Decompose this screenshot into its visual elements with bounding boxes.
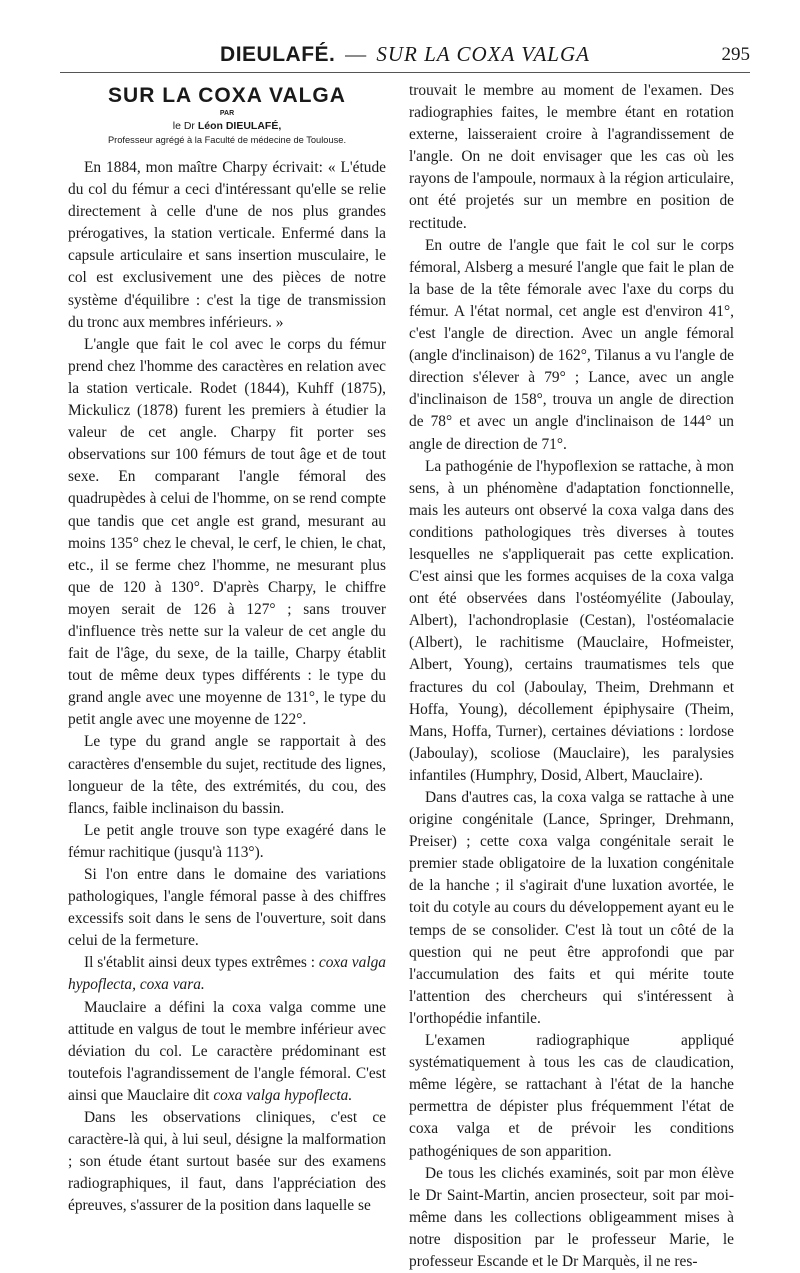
paragraph: La pathogénie de l'hypoflexion se rattache, à mon sens, à un phénomène d'adaptation fonctionnelle, mais les auteurs ont observé la coxa valga dans des conditions pathologiques très diverses à toutes lesquelles ne s'appliquerait pas cette explication. C'est ainsi que les formes acquises de la coxa valga ont été observées dans l'ostéomyélite (Jaboulay, Albert), l'achondroplasie (Cestan), l'ostéomalacie (Albert), le rachitisme (Mauclaire, Hofmeister, Albert, Young), certains traumatismes tels que fractures du col (Jaboulay, Theim, Drehmann et Hoffa, Young), décollement épiphysaire (Theim, Mans, Hoffa, Turner), certaines déviations : lordose (Jaboulay), scoliose (Mauclaire), les paralysies infantiles (Humphry, Dosid, Albert, Mauclaire). bbox=[409, 457, 734, 784]
paragraph: Dans d'autres cas, la coxa valga se rattache à une origine congénitale (Lance, Springer, Drehmann, Preiser) ; cette coxa valga congénitale serait le premier stade obligatoire de la luxation congénitale de la hanche ; il s'agirait d'une luxation avortée, le toit du cotyle au cours du développement ayant eu le temps de se consolider. C'est là tout un côté de la question qui ne peut être approfondi que par l'accumulation des faits et qui mérite toute l'attention des chercheurs qui s'intéressent à l'orthopédie infantile. bbox=[409, 789, 734, 1027]
page-number: 295 bbox=[721, 44, 750, 65]
header-author: DIEULAFÉ. bbox=[220, 43, 336, 66]
running-title bbox=[60, 42, 750, 67]
running-header bbox=[60, 42, 750, 73]
paragraph: En outre de l'angle que fait le col sur le corps fémoral, Alsberg a mesuré l'angle que fait le plan de la base de la tête fémorale avec l'axe du corps du fémur. A l'état normal, cet angle est d'environ 41°, c'est l'angle de direction. Avec un angle fémoral (angle d'inclinaison) de 162°, Tilanus a vu l'angle de direction s'élever à 79° ; Lance, avec un angle d'inclinaison de 158°, trouva un angle de direction de 78° et avec un angle d'inclinaison de 144° un angle de direction de 71°. bbox=[409, 236, 734, 453]
byline-par: PAR bbox=[219, 110, 235, 117]
term-coxa-vara: coxa vara. bbox=[139, 976, 205, 994]
mauclaire-text: Mauclaire a défini la coxa valga comme une attitude en valgus de tout le membre inférieur avec déviation du col. Le caractère prédominant est toutefois l'agrandissement de l'angle fémoral. C'est ainsi que Mauclaire dit bbox=[68, 998, 386, 1104]
article-title-block bbox=[68, 83, 386, 147]
paragraph: L'examen radiographique appliqué systématiquement à tous les cas de claudication, même légère, se rattachant à l'état de la hanche permettra de dépister plus fréquemment l'état de coxa valga et de prévoir les conditions pathogéniques de son apparition. bbox=[409, 1032, 734, 1160]
paragraph: Le type du grand angle se rapportait à des caractères d'ensemble du sujet, rectitude des lignes, longueur de la tête, des extrémités, du cou, des flancs, faible inclinaison du bassin. bbox=[68, 733, 386, 817]
left-column bbox=[68, 80, 386, 1218]
extreme-types-lead: Il s'établit ainsi deux types extrêmes : bbox=[84, 954, 316, 972]
author-prefix: le Dr bbox=[172, 120, 195, 132]
paragraph-extreme-types bbox=[68, 952, 386, 996]
article-title: SUR LA COXA VALGA bbox=[108, 84, 346, 107]
byline-author bbox=[68, 119, 386, 134]
term-coxa-valga-hypoflecta: coxa valga hypoflecta, bbox=[68, 954, 387, 994]
author-name: Léon DIEULAFÉ, bbox=[197, 120, 282, 132]
paragraph: De tous les clichés examinés, soit par mon élève le Dr Saint-Martin, ancien prosecteur, soit par moi-même dans les collections obligeamment mises à notre disposition par le professeur Marie, le professeur Escande et le Dr Marquès, il ne res- bbox=[409, 1164, 734, 1270]
paragraph: L'angle que fait le col avec le corps du fémur prend chez l'homme des caractères en relation avec la station verticale. Rodet (1844), Kuhff (1875), Mickulicz (1878) furent les premiers à étudier la valeur de cet angle. Charpy fit porter ses observations sur 100 fémurs de tout âge et de tout sexe. En comparant l'angle fémoral des quadrupèdes à celui de l'homme, on se rend compte que tandis que cet angle est grand, mesurant au moins 135° chez le cheval, le cerf, le chien, le chat, etc., il se ferme chez l'homme, ne mesurant plus que de 120 à 130°. D'après Charpy, le chiffre moyen serait de 126 à 127° ; sans trouver d'influence très nette sur la valeur de cet angle du fait de l'âge, du sexe, de la taille, Charpy établit tout de même deux types différents : le type du grand angle avec une moyenne de 131°, le type du petit angle avec une moyenne de 122°. bbox=[68, 335, 386, 729]
paragraph-mauclaire bbox=[68, 997, 386, 1107]
header-separator: — bbox=[345, 42, 367, 66]
paragraph: Si l'on entre dans le domaine des variations pathologiques, l'angle fémoral passe à des chiffres excessifs soit dans le sens de l'ouverture, soit dans celui de la fermeture. bbox=[68, 866, 386, 950]
paragraph: Dans les observations cliniques, c'est ce caractère-là qui, à lui seul, désigne la malformation ; son étude étant surtout basée sur des examens radiographiques, il faut, dans l'appréciation des épreuves, s'assurer de la position dans laquelle se bbox=[68, 1109, 386, 1215]
paragraph: En 1884, mon maître Charpy écrivait: « L'étude du col du fémur a ceci d'intéressant qu'elle se relie directement à celle d'une de nos plus grandes prérogatives, la station verticale. Enfermé dans la capsule articulaire et sans insertion musculaire, le col est exclusivement une des pièces de notre système d'équilibre : c'est la tige de transmission du tronc aux membres inférieurs. » bbox=[68, 159, 386, 331]
paragraph-continued: trouvait le membre au moment de l'examen. Des radiographies faites, le membre étant en rotation externe, laisseraient croire à l'agrandissement de l'angle. On ne doit envisager que les cas où les rayons de l'ampoule, normaux à la région articulaire, ont été projetés sur un membre en position de rectitude. bbox=[409, 82, 734, 232]
paragraph: Le petit angle trouve son type exagéré dans le fémur rachitique (jusqu'à 113°). bbox=[68, 821, 386, 861]
header-subject: SUR LA COXA VALGA bbox=[376, 42, 590, 66]
term-mauclaire: coxa valga hypoflecta. bbox=[213, 1086, 353, 1104]
right-column bbox=[409, 80, 734, 1273]
author-affiliation: Professeur agrégé à la Faculté de médecine de Toulouse. bbox=[107, 135, 347, 145]
